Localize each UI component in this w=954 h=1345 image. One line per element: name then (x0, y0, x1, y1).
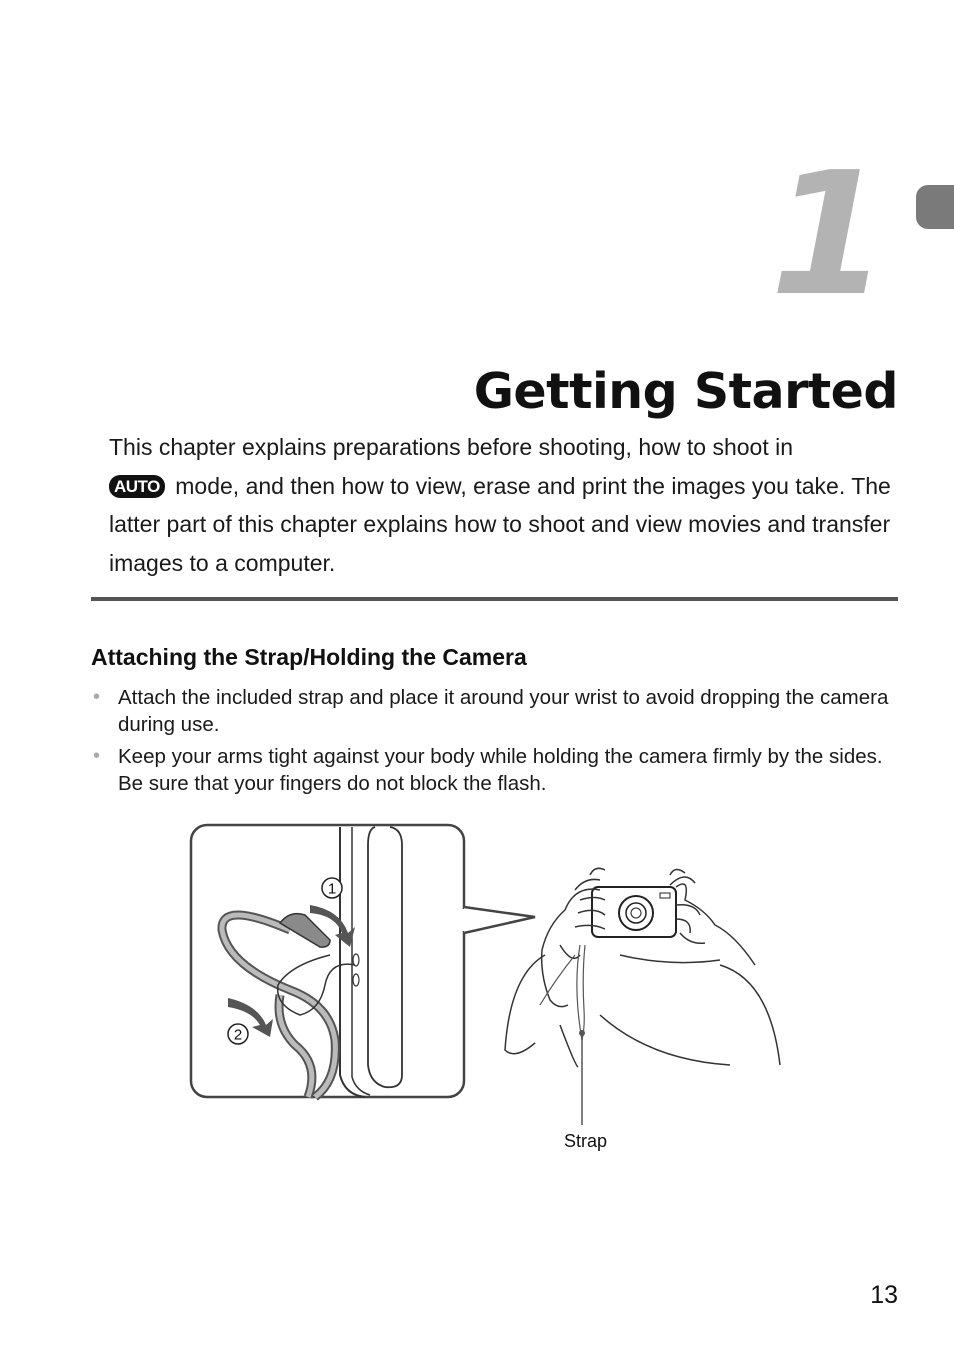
strap-callout (579, 1030, 585, 1125)
section-heading: Attaching the Strap/Holding the Camera (91, 644, 527, 670)
strap-label: Strap (564, 1131, 608, 1151)
strap-illustration (180, 815, 800, 1165)
page-number: 13 (870, 1281, 898, 1309)
list-item (91, 743, 901, 797)
chapter-number: 1 (770, 136, 889, 334)
list-item-text: Attach the included strap and place it around your wrist to avoid dropping the camera during use. (118, 686, 889, 736)
step-marker-2: 2 (233, 1026, 243, 1044)
bullet-icon: • (93, 745, 101, 767)
auto-mode-icon: AUTO (109, 475, 165, 498)
step-marker-1: 1 (327, 880, 337, 898)
chapter-intro (109, 428, 909, 583)
chapter-tab (916, 185, 954, 229)
chapter-title: Getting Started (473, 363, 898, 420)
section-divider (91, 597, 898, 601)
list-item (91, 684, 901, 738)
bullet-icon: • (93, 686, 101, 708)
intro-line-2: mode, and then how to view, erase and print the images you take. The latter part of this chapter explains how to shoot and view movies and transfer images to a computer. (109, 472, 891, 577)
person-holding-camera (505, 868, 780, 1067)
list-item-text: Keep your arms tight against your body while holding the camera firmly by the sides. Be sure that your fingers do not block the flash. (118, 745, 883, 795)
intro-line-1: This chapter explains preparations before shooting, how to shoot in (109, 434, 794, 460)
instruction-list (91, 684, 901, 802)
strap-inset-panel (191, 825, 535, 1097)
